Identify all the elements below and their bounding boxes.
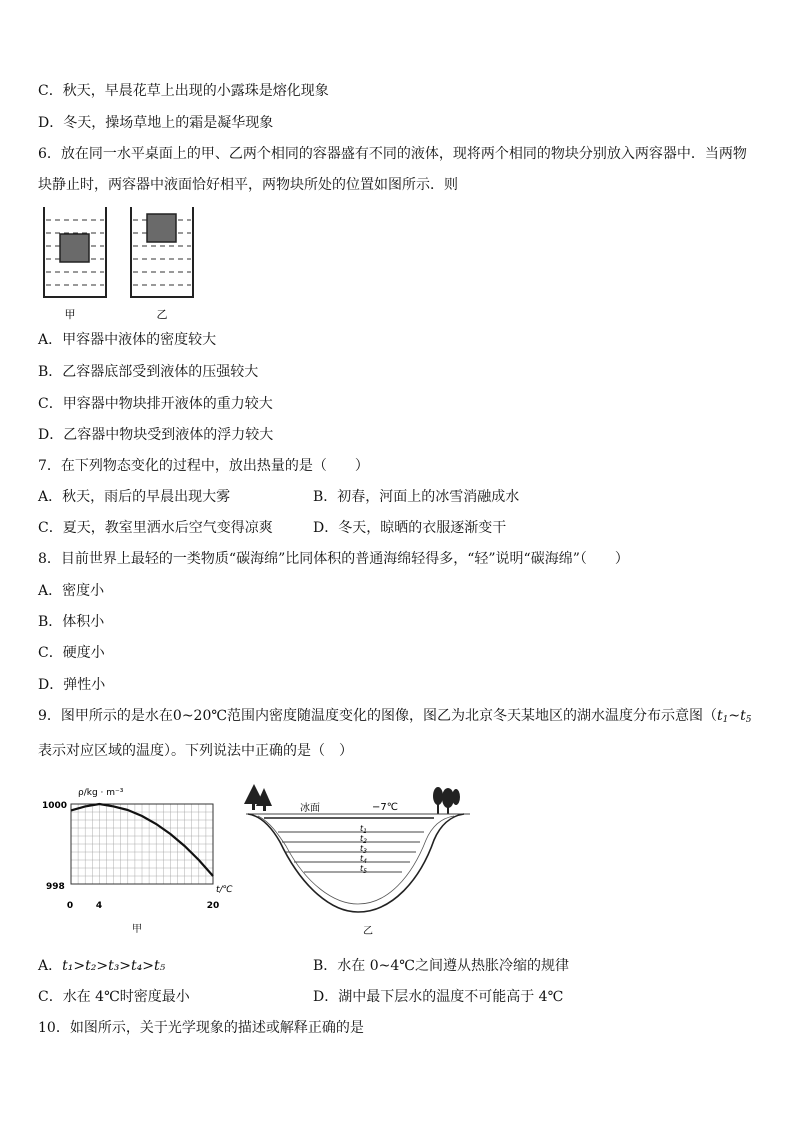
lake-caption: 乙 bbox=[363, 926, 373, 937]
layer-label-t1: $t_1$ bbox=[360, 824, 367, 835]
q6-option-c: C．甲容器中物块排开液体的重力较大 bbox=[38, 396, 273, 412]
x-tick-20: 20 bbox=[206, 901, 220, 911]
air-temperature-label: −7℃ bbox=[372, 802, 398, 813]
q10-stem: 10．如图所示，关于光学现象的描述或解释正确的是 bbox=[38, 1020, 364, 1036]
q7-option-b: B．初春，河面上的冰雪消融成水 bbox=[313, 489, 520, 505]
density-temperature-chart bbox=[36, 780, 246, 940]
container-b-label: 乙 bbox=[156, 308, 168, 321]
q7-option-d: D．冬天，晾晒的衣服逐渐变干 bbox=[313, 520, 507, 536]
container-a-label: 甲 bbox=[64, 308, 76, 321]
block-in-container-b bbox=[147, 214, 176, 242]
layer-label-t3: $t_3$ bbox=[360, 844, 367, 855]
block-in-container-a bbox=[60, 234, 89, 262]
q6-option-d: D．乙容器中物块受到液体的浮力较大 bbox=[38, 427, 274, 443]
q9-option-c: C．水在 4℃时密度最小 bbox=[38, 989, 190, 1005]
right-trees-icon bbox=[433, 787, 460, 814]
q9-option-d: D．湖中最下层水的温度不可能高于 4℃ bbox=[313, 989, 564, 1005]
q8-option-a: A．密度小 bbox=[38, 583, 105, 599]
lake-temperature-diagram bbox=[242, 780, 474, 940]
x-tick-0: 0 bbox=[66, 901, 74, 911]
layer-label-t5: $t_5$ bbox=[360, 864, 367, 875]
q8-option-d: D．弹性小 bbox=[38, 677, 106, 693]
layer-label-t2: $t_2$ bbox=[360, 834, 367, 845]
q6-containers-figure bbox=[38, 205, 198, 325]
q7-option-a: A．秋天，雨后的早晨出现大雾 bbox=[38, 489, 231, 505]
q6-option-a: A．甲容器中液体的密度较大 bbox=[38, 332, 217, 348]
q5-option-d: D．冬天，操场草地上的霜是凝华现象 bbox=[38, 115, 274, 131]
container-a bbox=[44, 207, 106, 297]
ice-label: 冰面 bbox=[300, 803, 320, 814]
left-trees-icon bbox=[244, 784, 272, 811]
q6-stem: 6．放在同一水平桌面上的甲、乙两个相同的容器盛有不同的液体，现将两个相同的物块分别放入两容器中．当两物块静止时，两容器中液面恰好相平，两物块所处的位置如图所示．则 bbox=[38, 146, 747, 193]
y-tick-998: 998 bbox=[46, 882, 65, 892]
x-tick-4: 4 bbox=[95, 901, 103, 911]
q6-option-b: B．乙容器底部受到液体的压强较大 bbox=[38, 364, 259, 380]
q7-option-c: C．夏天，教室里洒水后空气变得凉爽 bbox=[38, 520, 273, 536]
q7-stem: 7．在下列物态变化的过程中，放出热量的是（ ） bbox=[38, 458, 369, 474]
y-tick-1000: 1000 bbox=[42, 801, 68, 811]
lake-basin bbox=[248, 814, 464, 912]
q9-option-a: A．t₁>t₂>t₃>t₄>t₅ bbox=[38, 958, 166, 974]
layer-label-t4: $t_4$ bbox=[360, 854, 367, 865]
x-axis-label: t/℃ bbox=[216, 885, 233, 895]
y-axis-label: ρ/kg · m⁻³ bbox=[78, 788, 124, 798]
container-b bbox=[131, 207, 193, 297]
q8-option-b: B．体积小 bbox=[38, 614, 105, 630]
layer-labels bbox=[360, 824, 367, 875]
q9-stem bbox=[38, 701, 758, 767]
q9-stem-part-1: 9．图甲所示的是水在0~20℃范围内密度随温度变化的图像，图乙为北京冬天某地区的湖水温度分布示意图（ bbox=[38, 708, 718, 724]
q9-stem-t1: $t_1$ bbox=[717, 708, 729, 725]
q8-stem: 8．目前世界上最轻的一类物质“碳海绵”比同体积的普通海绵轻得多，“轻”说明“碳海绵”（ ） bbox=[38, 551, 629, 567]
temperature-layer-lines bbox=[278, 832, 424, 872]
q9-stem-part-2: 表示对应区域的温度）。下列说法中正确的是（ ） bbox=[38, 743, 353, 759]
q9-stem-t5: $t_5$ bbox=[740, 708, 752, 725]
q9-option-a-expression: t₁>t₂>t₃>t₄>t₅ bbox=[62, 958, 166, 974]
q9-option-b: B．水在 0~4℃之间遵从热胀冷缩的规律 bbox=[313, 958, 569, 974]
q5-option-c: C．秋天，早晨花草上出现的小露珠是熔化现象 bbox=[38, 83, 329, 99]
lake-basin-inner bbox=[258, 816, 454, 904]
q9-stem-tilde: ~ bbox=[728, 708, 741, 724]
chart-caption: 甲 bbox=[132, 924, 142, 935]
q8-option-c: C．硬度小 bbox=[38, 645, 105, 661]
